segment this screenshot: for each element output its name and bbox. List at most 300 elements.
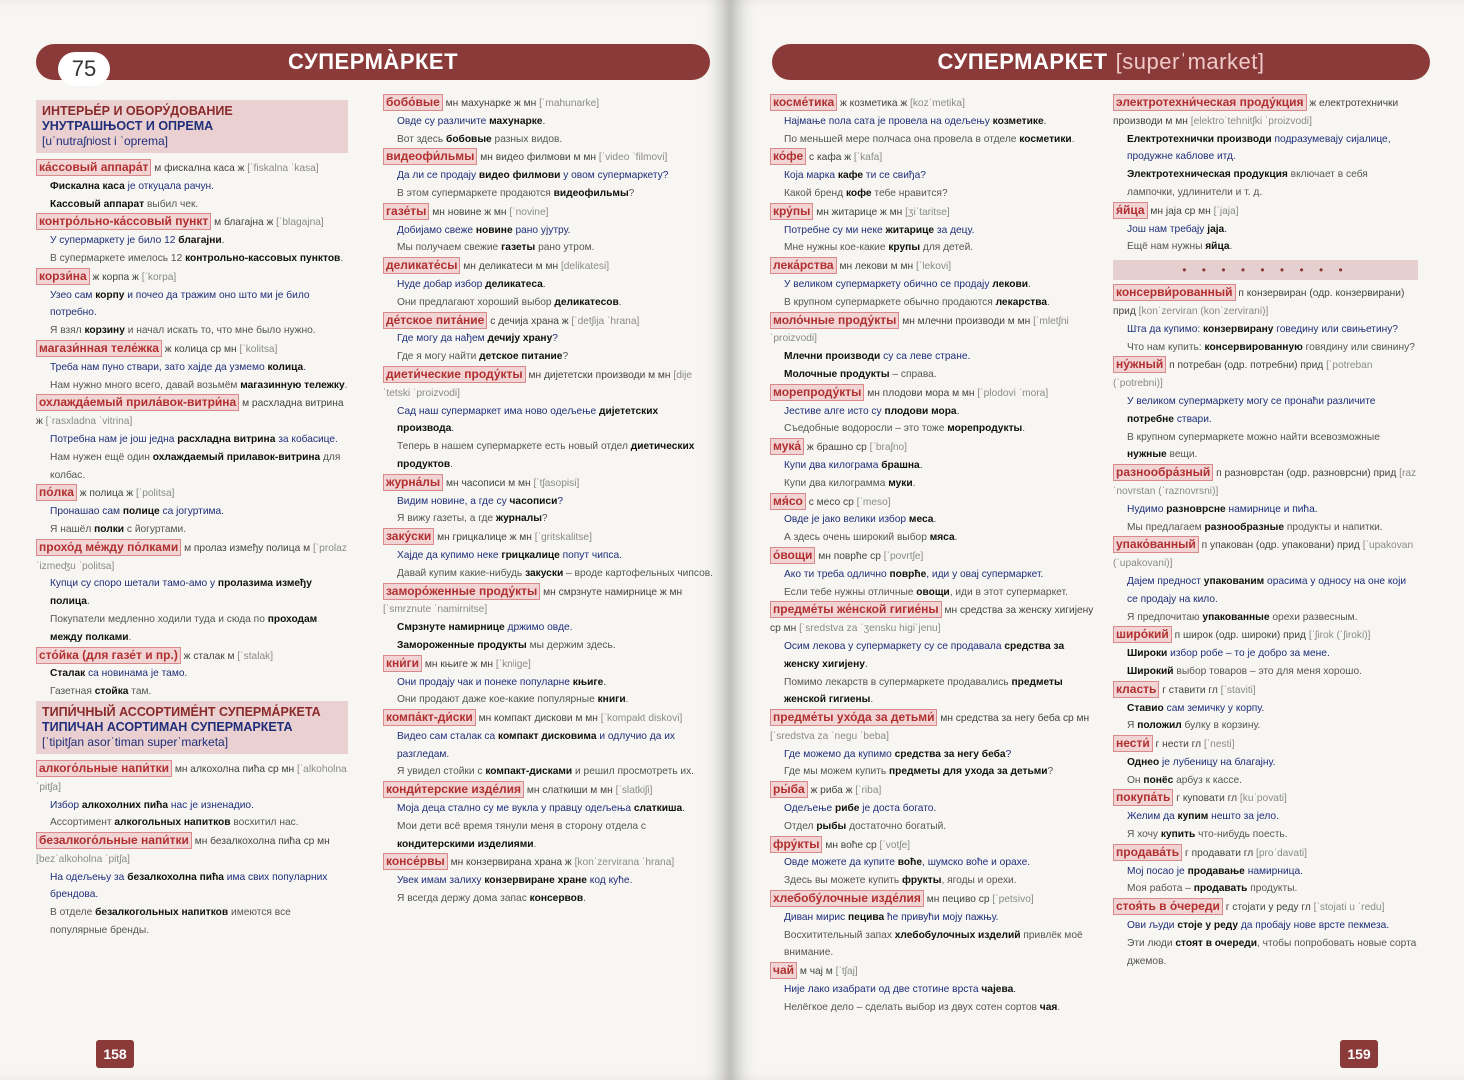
example-serbian: Нудимо разноврсне намирнице и пића. bbox=[1127, 503, 1318, 515]
example-serbian: Још нам требају јаја. bbox=[1127, 223, 1228, 235]
translation: мн дијететски производи м мн bbox=[528, 369, 671, 381]
headword: мя́со bbox=[770, 493, 806, 510]
example-russian: Нелёгкое дело – сделать выбор из двух сотен сортов чая. bbox=[784, 1001, 1061, 1013]
headword: фру́кты bbox=[770, 836, 822, 853]
transcription: [ˈstalak] bbox=[237, 650, 274, 662]
left-page bbox=[0, 0, 730, 1080]
transcription: [ˈvotʃe] bbox=[879, 839, 911, 851]
example-serbian: Треба нам пуно ствари, зато хајде да узмемо колица. bbox=[50, 361, 307, 373]
example-russian: Восхитительный запах хлебобулочных изделий привлёк моё внимание. bbox=[784, 929, 1083, 959]
example-serbian: Јестиве алге исто су плодови мора. bbox=[784, 405, 960, 417]
example-serbian: Овде је јако велики избор меса. bbox=[784, 514, 937, 526]
example-russian: Мы получаем свежие газеты рано утром. bbox=[397, 242, 595, 254]
translation: ж корпа ж bbox=[92, 271, 139, 283]
example-serbian: У великом супермаркету могу се пронаћи различите потребне ствари. bbox=[1127, 395, 1376, 425]
translation: мн средства за негу беба ср мн bbox=[940, 713, 1090, 725]
example-serbian: Диван мирис пецива ће привући моју пажњу. bbox=[784, 911, 999, 923]
transcription: [ˈriba] bbox=[855, 785, 882, 797]
example-keyword: разноврсне bbox=[1166, 503, 1226, 515]
example-russian: Нам нужно много всего, давай возьмём магазинную тележку. bbox=[50, 379, 348, 391]
example-keyword: упакованим bbox=[1203, 575, 1265, 587]
transcription: [ˈslatkiʃi] bbox=[615, 785, 653, 797]
example-russian: Мне нужны кое-какие крупы для детей. bbox=[784, 242, 974, 254]
example-keyword: новине bbox=[475, 224, 513, 236]
dictionary-entry bbox=[1113, 536, 1418, 573]
dictionary-entry bbox=[383, 853, 713, 872]
dictionary-entry bbox=[1113, 94, 1418, 131]
example-keyword: Електротехнички производи bbox=[1127, 133, 1272, 145]
example-keyword: Молочные продукты bbox=[784, 368, 890, 380]
example-serbian: Ако ти треба одлично поврће, иди у овај супермаркет. bbox=[784, 568, 1044, 580]
translation: мн воће ср bbox=[825, 839, 877, 851]
headword: мука́ bbox=[770, 438, 804, 455]
example-keyword: понёс bbox=[1143, 774, 1174, 786]
transcription: [ˈjaja] bbox=[1213, 205, 1239, 217]
headword: упако́ванный bbox=[1113, 536, 1199, 553]
example-russian: Ещё нам нужны яйца. bbox=[1127, 241, 1233, 253]
example-russian: Где я могу найти детское питание? bbox=[397, 351, 569, 363]
example-serbian: Мој посао је продавање намирница. bbox=[1127, 865, 1303, 877]
example-keyword: козметике bbox=[992, 115, 1044, 127]
headword: заку́ски bbox=[383, 528, 434, 545]
example-serbian: Сад наш супермаркет има ново одељење дијететских производа. bbox=[397, 405, 659, 435]
example-russian: В крупном супермаркете обычно продаются лекарства. bbox=[784, 296, 1050, 308]
example-keyword: Млечни производи bbox=[784, 351, 881, 363]
example-keyword: предметы для ухода за детьми bbox=[888, 766, 1048, 778]
example-serbian: Пронашао сам полице са јогуртима. bbox=[50, 506, 225, 518]
example-keyword: Электротехническая продукция bbox=[1127, 169, 1288, 181]
example-keyword: журналы bbox=[495, 513, 542, 525]
translation: мн видео филмови м мн bbox=[480, 152, 596, 164]
headword: о́вощи bbox=[770, 547, 815, 564]
headword: безалкого́льные напи́тки bbox=[36, 832, 192, 849]
headword: предме́ты ухо́да за детьми́ bbox=[770, 709, 937, 726]
transcription: [ˈpovrtʃe] bbox=[883, 550, 924, 562]
headword: корзи́на bbox=[36, 268, 90, 285]
example-keyword: консервированную bbox=[1204, 341, 1303, 353]
transcription: [ˈplodovi ˈmora] bbox=[977, 387, 1049, 399]
dictionary-entry bbox=[1113, 626, 1418, 645]
example-russian: Ассортимент алкогольных напитков восхитил нас. bbox=[50, 817, 299, 829]
headword: деликате́сы bbox=[383, 257, 460, 274]
translation: мн средства за женску хигијену ср мн bbox=[770, 605, 1094, 635]
example-keyword: часописи bbox=[509, 495, 558, 507]
transcription: [ˈrasxladna ˈvitrina] bbox=[45, 416, 133, 428]
section-title-sr: УНУТРАШЊОСТ И ОПРЕМА bbox=[42, 119, 214, 133]
right-page bbox=[730, 0, 1464, 1080]
transcription: [razˈnovrstan (ˈraznovrsni)] bbox=[1113, 468, 1417, 497]
transcription: [ˈnesti] bbox=[1203, 739, 1235, 751]
translation: г продавати гл bbox=[1185, 847, 1254, 859]
dictionary-entry bbox=[770, 890, 1100, 909]
transcription: [ˈstojati u ˈredu] bbox=[1313, 902, 1385, 914]
dictionary-entry bbox=[770, 781, 1100, 800]
translation: г ставити гл bbox=[1162, 684, 1218, 696]
transcription: [ˈsredstva za ˈʒensku higiˈjenu] bbox=[799, 623, 941, 635]
transcription: [ʒiˈtaritse] bbox=[905, 206, 950, 218]
example-serbian: Однео је лубеницу на благајну. bbox=[1127, 756, 1276, 768]
translation: мн компакт дискови м мн bbox=[478, 713, 598, 725]
example-keyword: рибе bbox=[834, 803, 860, 815]
example-keyword: безалкохолна пића bbox=[127, 871, 224, 883]
example-russian: Отдел рыбы достаточно богатый. bbox=[784, 820, 947, 832]
headword: чай bbox=[770, 962, 797, 979]
example-serbian: Увек имам залиху конзервиране хране код куће. bbox=[397, 875, 633, 887]
example-keyword: яйца bbox=[1205, 241, 1230, 253]
example-serbian: Дајем предност упакованим орасима у односу на оне који се продају на кило. bbox=[1127, 575, 1407, 605]
example-serbian: Они продају чак и понеке популарне књиге. bbox=[397, 676, 607, 688]
translation: мн деликатеси м мн bbox=[463, 261, 559, 273]
section-transcription: [ˈtipitʃan asorˈtiman superˈmarketa] bbox=[42, 734, 229, 749]
transcription: [ˈknʲige] bbox=[495, 658, 531, 670]
dictionary-entry bbox=[770, 203, 1100, 222]
dictionary-entry bbox=[36, 539, 348, 576]
headword: де́тское пита́ние bbox=[383, 312, 487, 329]
dictionary-entry bbox=[383, 709, 713, 728]
example-russian: Какой бренд кофе тебе нравится? bbox=[784, 187, 948, 199]
dictionary-entry bbox=[36, 832, 348, 869]
example-russian: Кассовый аппарат выбил чек. bbox=[50, 198, 199, 210]
dictionary-entry bbox=[383, 528, 713, 547]
right-column-2 bbox=[1113, 94, 1418, 970]
example-serbian: Овде можете да купите воће, шумско воће и орахе. bbox=[784, 857, 1031, 869]
translation: с кафа ж bbox=[809, 152, 852, 164]
example-keyword: слаткиша bbox=[633, 803, 683, 815]
transcription: [ˈkorpa] bbox=[141, 271, 177, 283]
example-keyword: средства за женску хигијену bbox=[784, 640, 1065, 670]
transcription: [ˈstaviti] bbox=[1220, 684, 1256, 696]
example-keyword: разнообразные bbox=[1204, 521, 1285, 533]
example-serbian: Овде су различите махунарке. bbox=[397, 115, 546, 127]
example-keyword: кафе bbox=[837, 170, 864, 182]
dictionary-entry bbox=[770, 257, 1100, 276]
example-russian: Покупатели медленно ходили туда и сюда по проходам между полками. bbox=[50, 613, 318, 643]
example-serbian: Хајде да купимо неке грицкалице попут чипса. bbox=[397, 549, 622, 561]
translation: мн лекови м мн bbox=[839, 261, 914, 273]
translation: мн плодови мора м мн bbox=[867, 387, 975, 399]
example-serbian: Фискална каса је откуцала рачун. bbox=[50, 180, 215, 192]
headword: я́йца bbox=[1113, 202, 1148, 219]
example-keyword: безалкогольных напитков bbox=[95, 907, 229, 919]
example-keyword: фрукты bbox=[901, 875, 942, 887]
example-serbian: Видим новине, а где су часописи? bbox=[397, 495, 564, 507]
dictionary-entry bbox=[1113, 202, 1418, 221]
dictionary-entry bbox=[36, 394, 348, 431]
example-keyword: полице bbox=[122, 506, 160, 518]
example-serbian: Моја деца стално су ме вукла у правцу одељења слаткиша. bbox=[397, 803, 685, 815]
dictionary-entry bbox=[1113, 464, 1418, 501]
example-serbian: Где можемо да купимо средства за негу беба? bbox=[784, 748, 1012, 760]
example-russian: Широкий выбор товаров – это для меня хорошо. bbox=[1127, 665, 1362, 677]
example-serbian: Потребна нам је још једна расхладна витрина за кобасице. bbox=[50, 433, 338, 445]
example-russian: Я вижу газеты, а где журналы? bbox=[397, 513, 548, 525]
example-russian: Нам нужен ещё один охлаждаемый прилавок-витрина для колбас. bbox=[50, 451, 341, 481]
example-keyword: грицкалице bbox=[501, 549, 560, 561]
example-keyword: поврће bbox=[889, 568, 927, 580]
dictionary-entry bbox=[1113, 356, 1418, 393]
example-serbian: Која марка кафе ти се свиђа? bbox=[784, 170, 926, 182]
dictionary-entry bbox=[770, 709, 1100, 746]
translation: ж електротехнички производи м мн bbox=[1113, 98, 1399, 127]
headword: морепроду́кты bbox=[770, 384, 864, 401]
example-keyword: видеофильмы bbox=[553, 187, 629, 199]
translation: м благајна ж bbox=[214, 217, 274, 229]
translation: мн конзервирана храна ж bbox=[450, 857, 572, 869]
example-serbian: Смрзнуте намирнице држимо овде. bbox=[397, 622, 573, 634]
example-keyword: морепродукты bbox=[947, 423, 1023, 435]
dictionary-entry bbox=[1113, 789, 1418, 808]
translation: мн часописи м мн bbox=[446, 477, 531, 489]
example-russian: Помимо лекарств в супермаркете продавались предметы женской гигиены. bbox=[784, 676, 1063, 706]
example-keyword: косметики bbox=[1019, 133, 1072, 145]
dictionary-entry bbox=[36, 159, 348, 178]
transcription: [dijeˈtetski ˈproizvodi] bbox=[383, 369, 693, 399]
example-russian: Молочные продукты – справа. bbox=[784, 368, 937, 380]
section-heading bbox=[36, 100, 348, 153]
example-keyword: житарице bbox=[885, 224, 935, 236]
example-keyword: брашна bbox=[881, 459, 920, 471]
example-serbian: Да ли се продају видео филмови у овом супермаркету? bbox=[397, 170, 669, 182]
translation: ж колица ср мн bbox=[164, 343, 237, 355]
example-keyword: Фискална каса bbox=[50, 180, 125, 192]
dictionary-entry bbox=[383, 203, 713, 222]
example-russian: По меньшей мере полчаса она провела в отделе косметики. bbox=[784, 133, 1075, 145]
example-keyword: плодови мора bbox=[884, 405, 957, 417]
headword: диети́ческие проду́кты bbox=[383, 366, 526, 383]
transcription: [ˈsredstva za ˈnegu ˈbeba] bbox=[770, 730, 889, 742]
example-keyword: стоје у реду bbox=[1177, 920, 1239, 932]
right-header-bar bbox=[772, 44, 1430, 80]
example-keyword: пецива bbox=[848, 911, 885, 923]
example-keyword: стойка bbox=[94, 686, 129, 698]
example-serbian: Купи два килограма брашна. bbox=[784, 459, 923, 471]
example-keyword: Сталак bbox=[50, 668, 86, 680]
example-serbian: Желим да купим нешто за јело. bbox=[1127, 811, 1279, 823]
headword: заморо́женные проду́кты bbox=[383, 583, 540, 600]
example-serbian: Видео сам сталак са компакт дисковима и одлучио да их разгледам. bbox=[397, 730, 676, 760]
example-russian: Вот здесь бобовые разных видов. bbox=[397, 133, 563, 145]
example-keyword: купить bbox=[1160, 829, 1196, 841]
translation: мн поврће ср bbox=[818, 550, 881, 562]
translation: мн књиге ж мн bbox=[424, 658, 494, 670]
transcription: [proˈdavati] bbox=[1256, 847, 1307, 859]
example-keyword: јаја bbox=[1207, 223, 1225, 235]
transcription: [delikatesi] bbox=[560, 261, 610, 273]
dictionary-entry bbox=[770, 384, 1100, 403]
example-russian: Они предлагают хороший выбор деликатесов. bbox=[397, 296, 622, 308]
headword: бобо́вые bbox=[383, 94, 443, 111]
example-keyword: предметы женской гигиены bbox=[784, 676, 1063, 706]
translation: мн јаја ср мн bbox=[1150, 205, 1211, 217]
dictionary-entry bbox=[770, 836, 1100, 855]
example-keyword: потребне bbox=[1127, 413, 1174, 425]
translation: ж козметика ж bbox=[840, 98, 908, 109]
example-serbian: Потребне су ми неке житарице за децу. bbox=[784, 224, 975, 236]
dictionary-entry bbox=[36, 647, 348, 666]
transcription: [ˈalkoholna ˈpitʃa] bbox=[36, 763, 347, 793]
transcription: [ˈupakovan (ˈupakovani)] bbox=[1113, 540, 1414, 570]
translation: мн новине ж мн bbox=[432, 206, 507, 218]
transcription: [ˈpotreban (ˈpotrebni)] bbox=[1113, 360, 1373, 390]
example-russian: Здесь вы можете купить фрукты, ягоды и орехи. bbox=[784, 875, 1017, 887]
example-keyword: конзервирану bbox=[1203, 323, 1274, 335]
example-russian: Электротехническая продукция включает в себя лампочки, удлинители и т. д. bbox=[1127, 169, 1368, 198]
transcription: [elektroˈtehnitʃki ˈproizvodi] bbox=[1190, 115, 1312, 127]
headword: ко́фе bbox=[770, 148, 806, 165]
example-serbian: Електротехнички производи подразумевају сијалице, продужне каблове итд. bbox=[1127, 133, 1391, 163]
example-keyword: махунарке bbox=[489, 115, 543, 127]
example-keyword: пролазима између полица bbox=[50, 578, 312, 608]
example-russian: Мои дети всё время тянули меня в сторону отдела с кондитерскими изделиями. bbox=[397, 820, 647, 850]
example-keyword: газеты bbox=[501, 242, 536, 254]
transcription: [ˈmeso] bbox=[856, 496, 891, 508]
dictionary-entry bbox=[770, 962, 1100, 981]
headword: ну́жный bbox=[1113, 356, 1166, 373]
section-title-ru: ТИПИ́ЧНЫЙ АССОРТИМЕ́НТ СУПЕРМА́РКЕТА bbox=[42, 704, 321, 719]
section-divider: • • • • • • • • • bbox=[1113, 260, 1418, 280]
example-russian: Где мы можем купить предметы для ухода за детьми? bbox=[784, 766, 1054, 778]
translation: ж полица ж bbox=[79, 488, 134, 500]
translation: мн пециво ср bbox=[926, 894, 990, 906]
example-keyword: видео филмови bbox=[478, 170, 561, 182]
example-russian: В отделе безалкогольных напитков имеются все популярные бренды. bbox=[50, 907, 291, 937]
example-keyword: алкохолних пића bbox=[81, 799, 169, 811]
headword: ры́ба bbox=[770, 781, 808, 798]
translation: мн грицкалице ж мн bbox=[437, 532, 532, 544]
headword: по́лка bbox=[36, 484, 77, 501]
unit-number-badge: 75 bbox=[58, 52, 110, 86]
dictionary-entry bbox=[383, 312, 713, 331]
example-keyword: Замороженные продукты bbox=[397, 639, 527, 651]
example-russian: Съедобные водоросли – это тоже морепродукты. bbox=[784, 423, 1026, 435]
headword: охлажда́емый прила́вок-витри́на bbox=[36, 394, 239, 411]
example-russian: Он понёс арбуз к кассе. bbox=[1127, 774, 1242, 786]
transcription: [ˈgritskalitse] bbox=[534, 532, 592, 544]
translation: г стојати у реду гл bbox=[1225, 902, 1311, 914]
example-russian: В этом супермаркете продаются видеофильмы? bbox=[397, 187, 635, 199]
example-keyword: кондитерскими изделиями bbox=[397, 838, 534, 850]
example-russian: Газетная стойка там. bbox=[50, 686, 152, 698]
headword: газе́ты bbox=[383, 203, 429, 220]
transcription: [ˈprolaz ˈizmeʤu ˈpolitsa] bbox=[36, 542, 347, 572]
example-keyword: лекови bbox=[992, 278, 1028, 290]
translation: п широк (одр. широки) прид bbox=[1174, 630, 1306, 642]
headword: сто́йка (для газе́т и пр.) bbox=[36, 647, 181, 664]
example-keyword: мяса bbox=[929, 532, 955, 544]
example-keyword: лекарства bbox=[995, 296, 1048, 308]
left-header-bar bbox=[36, 44, 710, 80]
transcription: [ˈblagajna] bbox=[276, 217, 324, 229]
example-keyword: корпу bbox=[95, 289, 125, 301]
headword: видеофи́льмы bbox=[383, 148, 477, 165]
example-keyword: меса bbox=[908, 514, 934, 526]
headword: магази́нная теле́жка bbox=[36, 340, 162, 357]
example-serbian: У супермаркету је било 12 благајни. bbox=[50, 235, 225, 247]
transcription: [ˈvideo ˈfilmovi] bbox=[598, 152, 668, 164]
headword: кру́пы bbox=[770, 203, 813, 220]
headword: широ́кий bbox=[1113, 626, 1172, 643]
example-serbian: Широки избор робе – то је добро за мене. bbox=[1127, 648, 1330, 660]
example-russian: Купи два килограмма муки. bbox=[784, 477, 916, 489]
dictionary-entry bbox=[770, 438, 1100, 457]
example-russian: Что нам купить: консервированную говядину или свинину? bbox=[1127, 341, 1415, 353]
left-column-2 bbox=[383, 94, 713, 908]
example-keyword: компакт-дисками bbox=[485, 766, 573, 778]
example-russian: Я предпочитаю упакованные орехи развесным. bbox=[1127, 611, 1358, 623]
dictionary-entry bbox=[770, 601, 1100, 638]
translation: мн слаткиши м мн bbox=[526, 785, 613, 797]
example-russian: Я увидел стойки с компакт-дисками и решил просмотреть их. bbox=[397, 766, 694, 778]
dictionary-entry bbox=[1113, 284, 1418, 321]
headword: косме́тика bbox=[770, 94, 837, 111]
example-serbian: Купци су споро шетали тамо-амо у пролазима између полица. bbox=[50, 578, 312, 608]
headword: консерви́рованный bbox=[1113, 284, 1236, 301]
example-serbian: Осим лекова у супермаркету су се продавала средства за женску хигијену. bbox=[784, 640, 1065, 670]
example-keyword: закуски bbox=[525, 567, 564, 579]
example-keyword: колица bbox=[267, 361, 304, 373]
headword: предме́ты же́нской гигие́ны bbox=[770, 601, 942, 618]
example-serbian: Најмање пола сата је провела на одељењу козметике. bbox=[784, 115, 1047, 127]
example-keyword: компакт дисковима bbox=[498, 730, 597, 742]
translation: с дечија храна ж bbox=[490, 315, 569, 327]
right-column-1 bbox=[770, 94, 1100, 1017]
example-serbian: Узео сам корпу и почео да тражим оно што ми је било потребно. bbox=[50, 289, 310, 319]
example-serbian: Шта да купимо: конзервирану говедину или свињетину? bbox=[1127, 323, 1399, 335]
transcription: [ˈnovine] bbox=[509, 206, 549, 218]
example-russian: Я всегда держу дома запас консервов. bbox=[397, 893, 586, 905]
example-serbian: Ови људи стоје у реду да пробају нове врсте пекмеза. bbox=[1127, 920, 1390, 932]
dictionary-entry bbox=[1113, 681, 1418, 700]
section-title-sr: ТИПИЧАН АСОРТИМАН СУПЕРМАРКЕТА bbox=[42, 719, 293, 734]
dictionary-entry bbox=[1113, 898, 1418, 917]
example-keyword: консервов bbox=[529, 893, 584, 905]
dictionary-entry bbox=[770, 148, 1100, 167]
example-serbian: У великом супермаркету обично се продају лекови. bbox=[784, 278, 1031, 290]
right-header-ipa: [superˈmarket] bbox=[1115, 49, 1265, 74]
dictionary-entry bbox=[36, 268, 348, 287]
example-keyword: проходам между полками bbox=[50, 613, 318, 643]
right-header-title: СУПЕРМАРКЕТ bbox=[937, 49, 1108, 74]
example-russian: Я хочу купить что-нибудь поесть. bbox=[1127, 829, 1288, 841]
example-russian: Мы предлагаем разнообразные продукты и напитки. bbox=[1127, 521, 1383, 533]
right-page-number: 159 bbox=[1340, 1040, 1378, 1068]
section-title-ru: ИНТЕРЬЕ́Р И ОБОРУ́ДОВАНИЕ bbox=[42, 104, 233, 118]
transcription: [ˈdetʃija ˈhrana] bbox=[571, 315, 640, 327]
example-keyword: Широки bbox=[1127, 648, 1168, 660]
example-russian: Я положил булку в корзину. bbox=[1127, 720, 1261, 732]
dictionary-entry bbox=[36, 340, 348, 359]
dictionary-entry bbox=[770, 547, 1100, 566]
example-keyword: продавање bbox=[1187, 865, 1245, 877]
dictionary-entry bbox=[36, 760, 348, 797]
headword: кни́ги bbox=[383, 655, 422, 672]
example-keyword: муки bbox=[888, 477, 913, 489]
dictionary-entry bbox=[383, 257, 713, 276]
example-russian: Моя работа – продавать продукты. bbox=[1127, 883, 1298, 895]
example-russian: Давай купим какие-нибудь закуски – вроде картофельных чипсов. bbox=[397, 567, 713, 579]
dictionary-entry bbox=[383, 583, 713, 620]
transcription: [ˈlekovi] bbox=[916, 261, 952, 273]
example-keyword: благајни bbox=[178, 235, 222, 247]
translation: ж риба ж bbox=[810, 785, 853, 797]
example-keyword: магазинную тележку bbox=[240, 379, 345, 391]
translation: мн алкохолна пића ср мн bbox=[174, 763, 295, 775]
headword: компа́кт-ди́ски bbox=[383, 709, 476, 726]
dictionary-entry bbox=[383, 781, 713, 800]
example-keyword: хлебобулочных изделий bbox=[894, 929, 1021, 941]
example-keyword: кофе bbox=[845, 187, 872, 199]
translation: п потребан (одр. потребни) прид bbox=[1169, 360, 1324, 372]
